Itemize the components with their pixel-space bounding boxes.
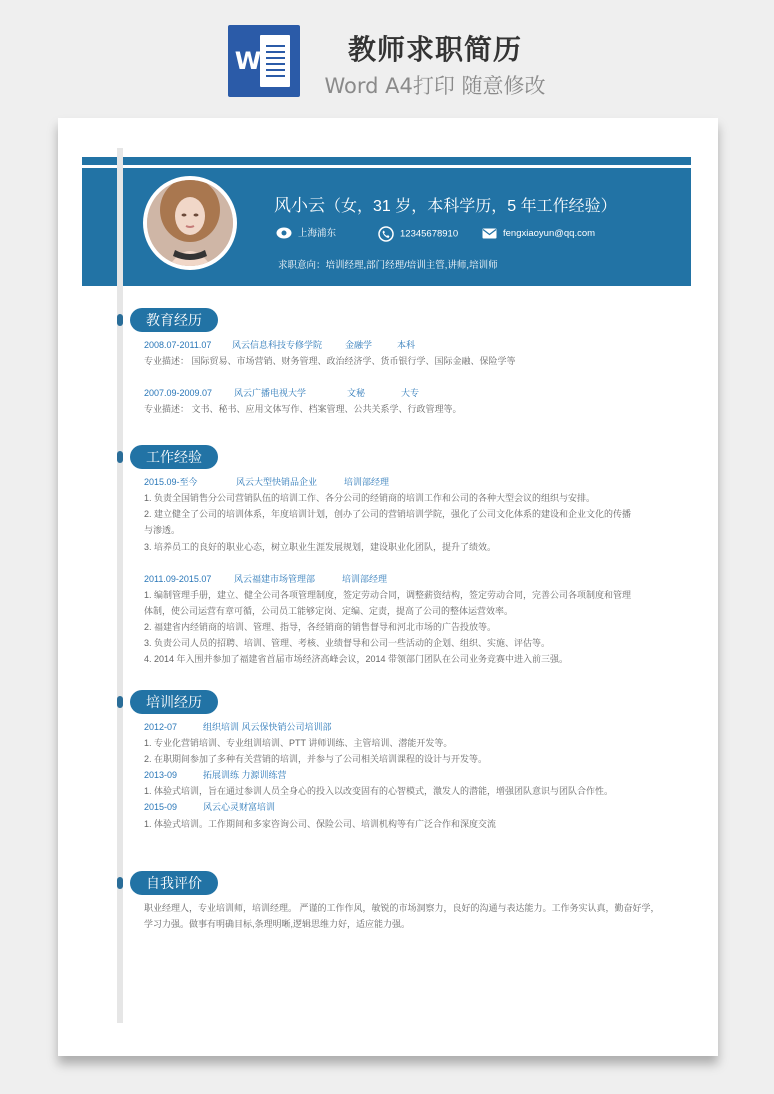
education-major: 文秘 — [347, 388, 366, 398]
training-detail-line: 1. 体验式培训，旨在通过参训人员全身心的投入以改变固有的心智模式，激发人的潜能，增强团队意识与团队合作性。 — [144, 786, 614, 796]
work-detail-line: 3. 培养员工的良好的职业心态，树立职业生涯发展规划，建设职业化团队，提升了绩效。 — [144, 542, 497, 552]
education-description: 专业描述： 文书、秘书、应用文体写作、档案管理、公共关系学、行政管理等。 — [144, 404, 462, 414]
name-line — [274, 191, 617, 216]
work-detail-line: 4. 2014 年入围并参加了福建省首届市场经济高峰会议，2014 带领部门团队在公司业务竞赛中进入前三强。 — [144, 654, 569, 664]
training-detail-line: 2. 在职期间参加了多种有关营销的培训，并参与了公司相关培训课程的设计与开发等。 — [144, 754, 488, 764]
work-position: 培训部经理 — [342, 574, 388, 584]
section-marker — [117, 877, 123, 889]
word-letter: W — [234, 47, 262, 75]
education-school: 风云广播电视大学 — [234, 388, 307, 398]
self-eval-line: 职业经理人，专业培训师，培训经理。 严谨的工作作风，敏锐的市场洞察力，良好的沟通与表达能力。工作务实认真，勤奋好学， — [144, 903, 660, 913]
work-position: 培训部经理 — [344, 477, 390, 487]
phone-icon — [378, 226, 394, 242]
email-item — [482, 226, 595, 242]
training-name: 组织培训 风云保快销公司培训部 — [203, 722, 332, 732]
job-intent-value: 培训经理,部门经理/培训主管,讲师,培训师 — [325, 260, 498, 271]
section-title-training: 培训经历 — [130, 690, 218, 714]
location-text: 上海浦东 — [298, 228, 337, 239]
work-company: 风云福建市场管理部 — [234, 574, 316, 584]
word-icon — [228, 25, 300, 97]
training-period: 2012-07 — [144, 722, 178, 732]
page-subtitle: Word A4打印 随意修改 — [324, 74, 546, 98]
job-intent — [278, 257, 498, 271]
phone-text: 12345678910 — [400, 228, 459, 240]
work-period: 2011.09-2015.07 — [144, 574, 212, 584]
job-intent-label: 求职意向： — [278, 260, 326, 271]
page-title: 教师求职简历 — [347, 33, 522, 66]
education-degree: 大专 — [401, 388, 420, 398]
work-detail-line: 3. 负责公司人员的招聘、培训、管理、考核、业绩督导和公司一些活动的企划、组织、实施、评估等。 — [144, 638, 551, 648]
education-period: 2008.07-2011.07 — [144, 340, 212, 350]
location-icon — [276, 227, 292, 239]
email-text: fengxiaoyun@qq.com — [503, 228, 596, 239]
section-marker — [117, 451, 123, 463]
avatar — [147, 180, 233, 266]
timeline-line — [117, 148, 123, 1023]
work-company: 风云大型快销品企业 — [236, 477, 318, 487]
section-title-education: 教育经历 — [130, 308, 218, 332]
work-entry-header — [144, 475, 389, 488]
section-title-work: 工作经验 — [130, 445, 218, 469]
education-entry-header — [144, 386, 419, 399]
page-header — [0, 0, 774, 112]
work-detail-line: 2. 福建省内经销商的培训、管理、指导，各经销商的销售督导和河北市场的广告投放等。 — [144, 622, 497, 632]
work-entry-header — [144, 572, 387, 585]
education-description: 专业描述： 国际贸易、市场营销、财务管理、政治经济学、货币银行学、国际金融、保险学等 — [144, 356, 516, 366]
training-entry-header — [144, 768, 287, 781]
education-school: 风云信息科技专修学院 — [232, 340, 323, 350]
work-detail-line: 2. 建立健全了公司的培训体系，年度培训计划，创办了公司的营销培训学院，强化了公司文化体系的建设和企业文化的传播 — [144, 509, 632, 519]
work-detail-line: 与渗透。 — [144, 525, 181, 535]
candidate-summary: （女，31 岁，本科学历，5 年工作经验） — [325, 198, 617, 215]
work-detail-line: 1. 负责全国销售分公司营销队伍的培训工作、各分公司的经销商的培训工作和公司的各种大型会议的组织与安排。 — [144, 493, 596, 503]
education-entry-header — [144, 338, 415, 351]
location-item — [276, 226, 336, 242]
resume-paper — [58, 118, 718, 1056]
education-degree: 本科 — [397, 340, 416, 350]
training-name: 风云心灵财富培训 — [203, 802, 276, 812]
training-period: 2015-09 — [144, 802, 178, 812]
education-period: 2007.09-2009.07 — [144, 388, 213, 398]
training-entry-header — [144, 720, 332, 733]
training-detail-line: 1. 专业化营销培训、专业组训培训、PTT 讲师训练、主管培训、潜能开发等。 — [144, 738, 453, 748]
mail-icon — [482, 228, 497, 239]
candidate-name: 风小云 — [274, 196, 325, 215]
work-detail-line: 体制，使公司运营有章可循，公司员工能够定岗、定编、定责，提高了公司的整体运营效率。 — [144, 606, 514, 616]
training-entry-header — [144, 800, 275, 813]
section-marker — [117, 696, 123, 708]
education-major: 金融学 — [345, 340, 373, 350]
training-period: 2013-09 — [144, 770, 178, 780]
self-eval-line: 学习力强。做事有明确目标,条理明晰,逻辑思维力好，适应能力强。 — [144, 919, 411, 929]
top-accent-bar — [82, 157, 691, 165]
work-period: 2015.09-至今 — [144, 477, 198, 487]
section-title-self-eval: 自我评价 — [130, 871, 218, 895]
training-detail-line: 1. 体验式培训。工作期间和多家咨询公司、保险公司、培训机构等有广泛合作和深度交流 — [144, 819, 497, 829]
training-name: 拓展训练 力源训练营 — [203, 770, 287, 780]
work-detail-line: 1. 编制管理手册，建立、健全公司各项管理制度，签定劳动合同，调整薪资结构，签定劳动合同，完善公司各项制度和管理 — [144, 590, 632, 600]
phone-item — [378, 226, 458, 242]
section-marker — [117, 314, 123, 326]
